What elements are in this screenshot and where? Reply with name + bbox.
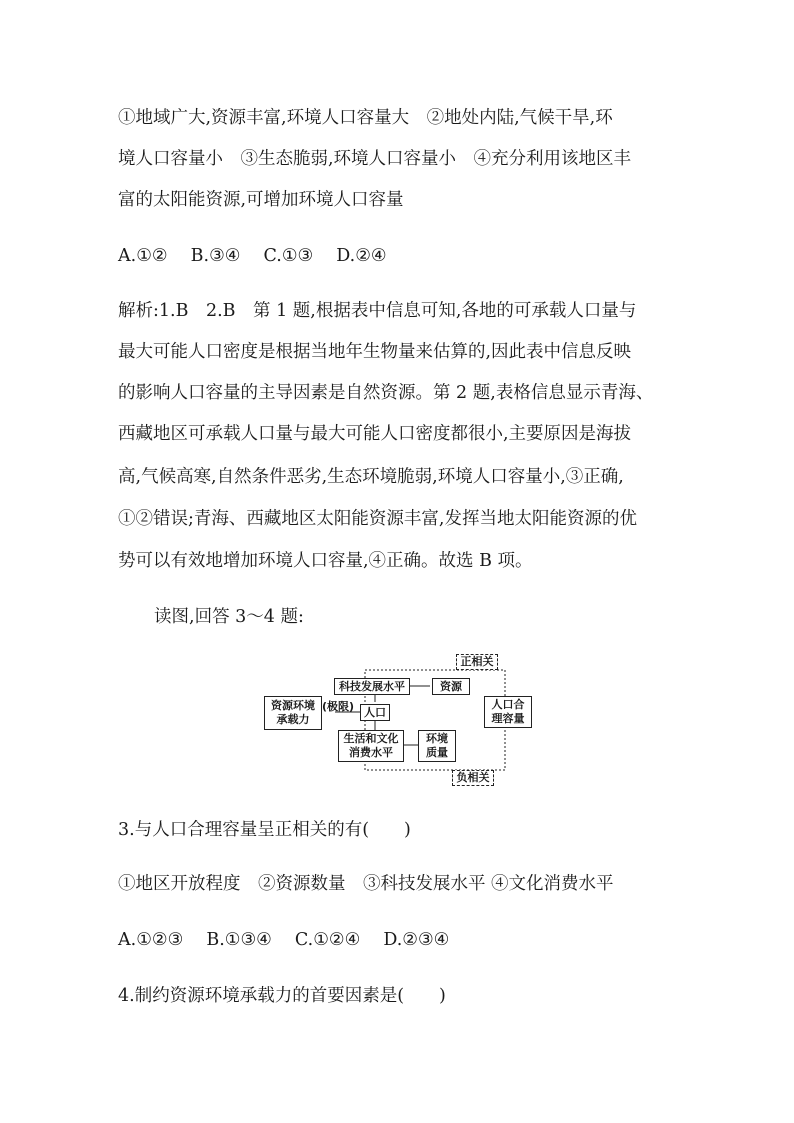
analysis-line-5: 高,气候高寒,自然条件恶劣,生态环境脆弱,环境人口容量小,③正确, bbox=[118, 467, 624, 487]
living-text-2: 消费水平 bbox=[349, 746, 393, 759]
resource-env-capacity-box bbox=[264, 696, 322, 730]
question-4: 4.制约资源环境承载力的首要因素是( ) bbox=[118, 986, 446, 1006]
analysis-line-4: 西藏地区可承载人口量与最大可能人口密度都很小,主要原因是海拔 bbox=[118, 424, 632, 444]
env-quality-text-2: 质量 bbox=[426, 746, 448, 759]
option-line-1: ①地域广大,资源丰富,环境人口容量大 ②地处内陆,气候干旱,环 bbox=[118, 108, 613, 128]
reasonable-text-2: 理容量 bbox=[491, 712, 525, 725]
read-figure-prompt: 读图,回答 3～4 题: bbox=[154, 607, 304, 627]
resource-env-text-1: 资源环境 bbox=[271, 699, 315, 712]
analysis-line-3: 的影响人口容量的主导因素是自然资源。第 2 题,表格信息显示青海、 bbox=[118, 383, 654, 403]
option-line-3: 富的太阳能资源,可增加环境人口容量 bbox=[118, 190, 404, 210]
population-capacity-diagram bbox=[260, 652, 535, 790]
tech-level-box: 科技发展水平 bbox=[334, 678, 410, 695]
q2-answer-choices: A.①② B.③④ C.①③ D.②④ bbox=[118, 246, 387, 266]
question-3-options: ①地区开放程度 ②资源数量 ③科技发展水平 ④文化消费水平 bbox=[118, 874, 614, 894]
reasonable-capacity-box bbox=[484, 696, 532, 728]
living-text-1: 生活和文化 bbox=[343, 732, 399, 745]
limit-label: (极限) bbox=[322, 700, 355, 713]
analysis-line-1: 解析:1.B 2.B 第 1 题,根据表中信息可知,各地的可承载人口量与 bbox=[118, 301, 637, 321]
resources-box: 资源 bbox=[432, 678, 470, 695]
positive-correlation-label: 正相关 bbox=[456, 654, 498, 670]
analysis-line-7: 势可以有效地增加环境人口容量,④正确。故选 B 项。 bbox=[118, 551, 533, 571]
env-quality-box bbox=[418, 730, 456, 762]
question-3: 3.与人口合理容量呈正相关的有( ) bbox=[118, 820, 411, 840]
resource-env-text-2: 承载力 bbox=[276, 713, 310, 726]
reasonable-text-1: 人口合 bbox=[491, 698, 525, 711]
option-line-2: 境人口容量小 ③生态脆弱,环境人口容量小 ④充分利用该地区丰 bbox=[118, 149, 632, 169]
analysis-line-2: 最大可能人口密度是根据当地年生物量来估算的,因此表中信息反映 bbox=[118, 342, 632, 362]
analysis-line-6: ①②错误;青海、西藏地区太阳能资源丰富,发挥当地太阳能资源的优 bbox=[118, 509, 637, 529]
living-consumption-box bbox=[338, 730, 404, 762]
population-box: 人口 bbox=[360, 704, 390, 721]
negative-correlation-label: 负相关 bbox=[452, 770, 494, 786]
env-quality-text-1: 环境 bbox=[426, 732, 448, 745]
question-3-choices: A.①②③ B.①③④ C.①②④ D.②③④ bbox=[118, 930, 450, 950]
